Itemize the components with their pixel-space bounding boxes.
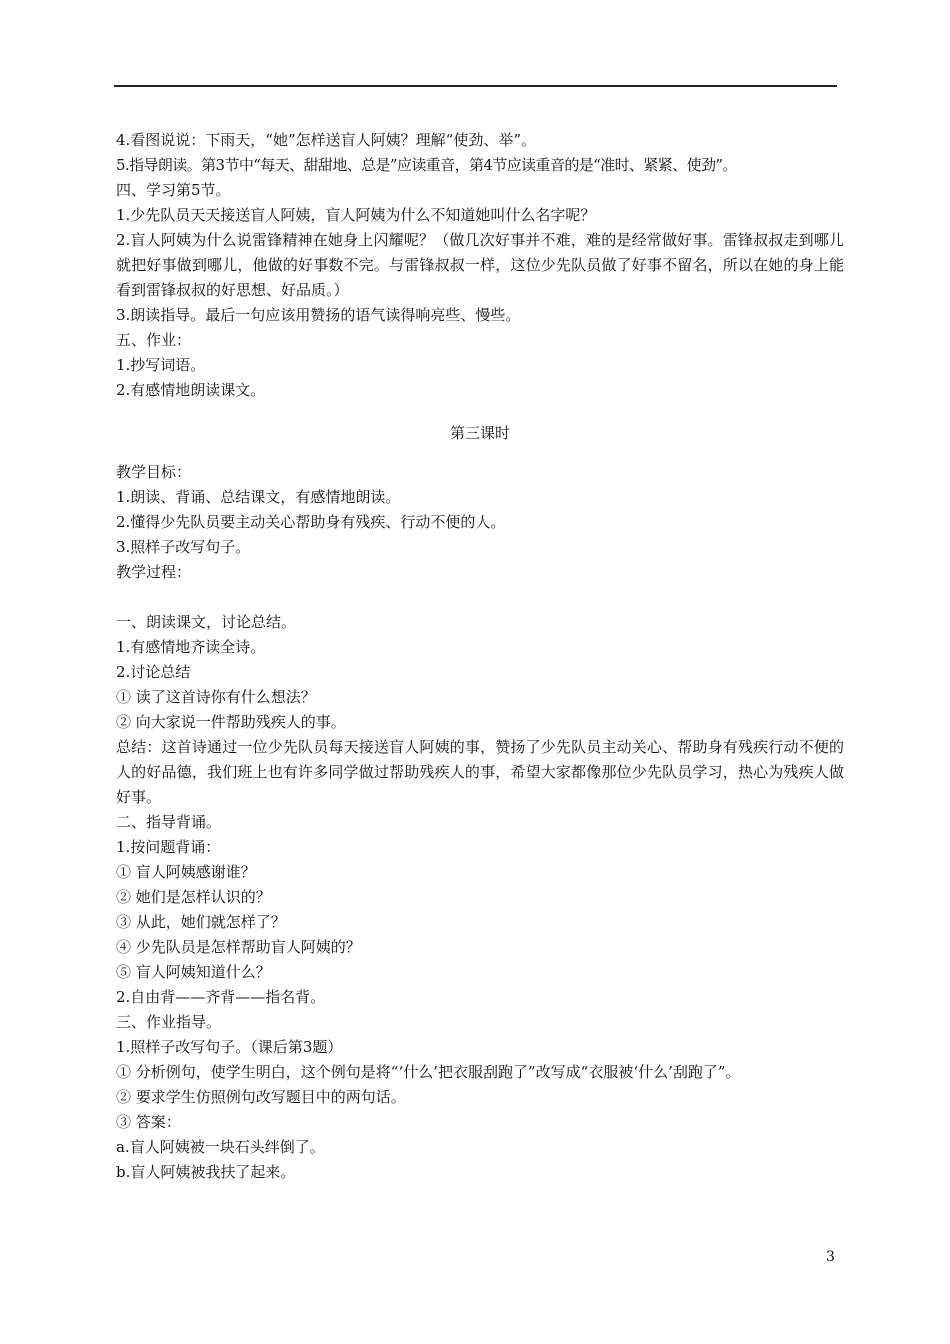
text-line: 1.照样子改写句子。（课后第3题） [116,1038,343,1056]
text-line: 1.少先队员天天接送盲人阿姨，盲人阿姨为什么不知道她叫什么名字呢？ [116,206,596,224]
header-rule [114,85,837,87]
text-line: 2.自由背——齐背——指名背。 [116,988,326,1006]
section-heading: 三、作业指导。 [116,1013,222,1031]
section-heading: 教学目标： [116,463,192,481]
document-body [116,128,844,1185]
text-line: 2.有感情地朗读课文。 [116,381,266,399]
section-heading: 二、指导背诵。 [116,813,222,831]
page-number: 3 [826,1249,835,1265]
text-line: ② 向大家说一件帮助残疾人的事。 [116,713,346,731]
blank-line [116,585,844,610]
paragraph-example: ① 分析例句，使学生明白，这个例句是将“‘什么’把衣服刮跑了”改写成“衣服被‘什么’刮跑了”。 [116,1063,741,1081]
answer-line: a.盲人阿姨被一块石头绊倒了。 [116,1138,325,1156]
text-line: 1.抄写词语。 [116,356,206,374]
answer-line: b.盲人阿姨被我扶了起来。 [116,1163,296,1181]
text-line: ① 读了这首诗你有什么想法？ [116,688,316,706]
text-line: 2.懂得少先队员要主动关心帮助身有残疾、行动不便的人。 [116,513,506,531]
section-heading: 一、朗读课文，讨论总结。 [116,613,297,631]
text-line: 1.朗读、背诵、总结课文，有感情地朗读。 [116,488,401,506]
text-line: ③ 从此，她们就怎样了？ [116,913,286,931]
text-line: ② 要求学生仿照例句改写题目中的两句话。 [116,1088,406,1106]
paragraph-summary: 总结：这首诗通过一位少先队员每天接送盲人阿姨的事，赞扬了少先队员主动关心、帮助身有残疾行动不便的人的好品德，我们班上也有许多同学做过帮助残疾人的事，希望大家都像那位少先队员学习，热心为残疾人做好事。 [116,738,844,806]
text-line: 2.讨论总结 [116,663,191,681]
text-line: 3.朗读指导。最后一句应该用赞扬的语气读得响亮些、慢些。 [116,306,521,324]
text-line: ③ 答案： [116,1113,181,1131]
section-title: 第三课时 [449,424,510,442]
text-line: 5.指导朗读。第3节中“每天、甜甜地、总是”应读重音，第4节应读重音的是“准时、紧紧、使劲”。 [116,156,737,174]
text-line: ② 她们是怎样认识的？ [116,888,271,906]
text-line: 1.按问题背诵： [116,838,221,856]
section-heading: 五、作业： [116,331,192,349]
text-line: 1.有感情地齐读全诗。 [116,638,266,656]
section-heading: 教学过程： [116,563,192,581]
text-line: 3.照样子改写句子。 [116,538,251,556]
text-line: ④ 少先队员是怎样帮助盲人阿姨的？ [116,938,361,956]
text-line: ⑤ 盲人阿姨知道什么？ [116,963,271,981]
text-line: ① 盲人阿姨感谢谁？ [116,863,256,881]
text-line: 4.看图说说：下雨天，“她”怎样送盲人阿姨？理解“使劲、举”。 [116,131,536,149]
section-heading: 四、学习第5节。 [116,181,231,199]
paragraph-lei-feng: 2.盲人阿姨为什么说雷锋精神在她身上闪耀呢？（做几次好事并不难，难的是经常做好事。雷锋叔叔走到哪儿就把好事做到哪儿，他做的好事数不完。与雷锋叔叔一样，这位少先队员做了好事不留名，所以在她的身上能看到雷锋叔叔的好思想、好品质。） [116,231,844,299]
